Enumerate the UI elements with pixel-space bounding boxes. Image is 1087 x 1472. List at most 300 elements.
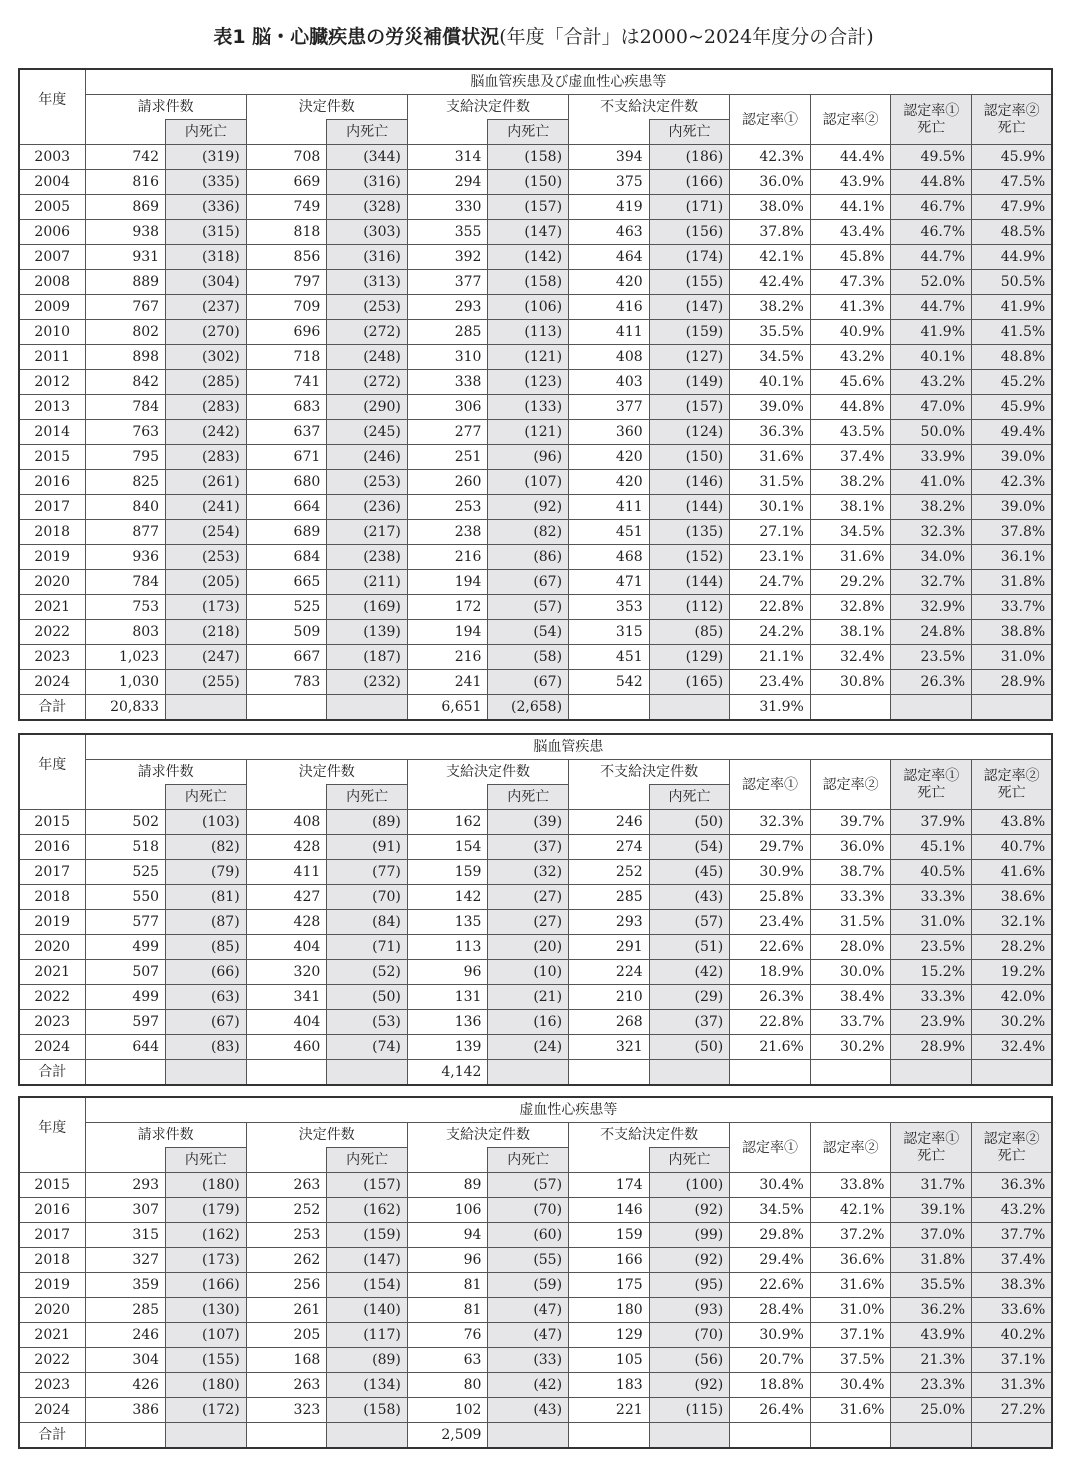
cell-unpaid: 268	[569, 1010, 650, 1035]
cell-unpaid: 180	[569, 1298, 650, 1323]
cell-rate2	[810, 1060, 891, 1086]
header-of-death: 内死亡	[327, 785, 408, 810]
cell-year: 2015	[19, 445, 85, 470]
cell-paid: 63	[407, 1348, 488, 1373]
cell-unpaid: 542	[569, 670, 650, 695]
cell-decisions-death: (232)	[327, 670, 408, 695]
cell-paid-death: (70)	[488, 1198, 569, 1223]
cell-rate2-death: 40.2%	[972, 1323, 1053, 1348]
cell-rate2-death: 44.9%	[972, 245, 1053, 270]
header-decisions: 決定件数	[246, 760, 407, 785]
table-row	[19, 545, 1052, 570]
cell-claims: 246	[85, 1323, 166, 1348]
cell-paid: 253	[407, 495, 488, 520]
cell-rate2-death: 39.0%	[972, 445, 1053, 470]
cell-rate2: 31.5%	[810, 910, 891, 935]
header-rate2-death	[972, 760, 1053, 810]
cell-paid-death: (133)	[488, 395, 569, 420]
cell-decisions: 783	[246, 670, 327, 695]
cell-claims: 816	[85, 170, 166, 195]
cell-decisions-death: (217)	[327, 520, 408, 545]
cell-unpaid: 129	[569, 1323, 650, 1348]
cell-paid-death: (20)	[488, 935, 569, 960]
cell-claims-death: (242)	[166, 420, 247, 445]
cell-decisions-death: (147)	[327, 1248, 408, 1273]
cell-decisions-death: (139)	[327, 620, 408, 645]
cell-paid-death: (82)	[488, 520, 569, 545]
cell-claims-death: (67)	[166, 1010, 247, 1035]
cell-paid: 194	[407, 620, 488, 645]
cell-decisions: 749	[246, 195, 327, 220]
cell-decisions: 404	[246, 1010, 327, 1035]
cell-decisions-death: (316)	[327, 245, 408, 270]
cell-unpaid: 224	[569, 960, 650, 985]
cell-paid-death: (57)	[488, 1173, 569, 1198]
cell-unpaid: 159	[569, 1223, 650, 1248]
cell-decisions: 709	[246, 295, 327, 320]
cell-claims-death: (79)	[166, 860, 247, 885]
cell-paid: 80	[407, 1373, 488, 1398]
cell-paid: 81	[407, 1273, 488, 1298]
cell-unpaid: 408	[569, 345, 650, 370]
cell-rate2-death: 43.8%	[972, 810, 1053, 835]
cell-claims: 359	[85, 1273, 166, 1298]
cell-paid-death: (60)	[488, 1223, 569, 1248]
cell-claims-death: (255)	[166, 670, 247, 695]
cell-decisions: 411	[246, 860, 327, 885]
table-row	[19, 935, 1052, 960]
cell-rate2-death: 45.9%	[972, 145, 1053, 170]
cell-rate2-death: 19.2%	[972, 960, 1053, 985]
total-row	[19, 695, 1052, 721]
cell-rate1-death: 31.8%	[891, 1248, 972, 1273]
cell-rate2-death: 28.9%	[972, 670, 1053, 695]
cell-rate1: 42.3%	[730, 145, 811, 170]
cell-rate1-death: 33.3%	[891, 985, 972, 1010]
table-row	[19, 1035, 1052, 1060]
cell-unpaid: 291	[569, 935, 650, 960]
cell-claims-death: (180)	[166, 1373, 247, 1398]
header-blank	[569, 120, 650, 145]
header-year: 年度	[19, 1097, 85, 1173]
header-rate2-death-line1: 認定率②	[983, 1130, 1040, 1147]
header-decisions: 決定件数	[246, 95, 407, 120]
cell-year: 2008	[19, 270, 85, 295]
cell-decisions: 263	[246, 1373, 327, 1398]
table-row	[19, 670, 1052, 695]
cell-paid-death: (67)	[488, 570, 569, 595]
cell-rate1: 37.8%	[730, 220, 811, 245]
cell-claims: 877	[85, 520, 166, 545]
cell-claims: 550	[85, 885, 166, 910]
header-of-death: 内死亡	[649, 1148, 730, 1173]
cell-decisions-death: (70)	[327, 885, 408, 910]
header-claims: 請求件数	[85, 1123, 246, 1148]
cell-decisions: 253	[246, 1223, 327, 1248]
cell-paid-death: (57)	[488, 595, 569, 620]
cell-paid-death: (10)	[488, 960, 569, 985]
cell-claims: 767	[85, 295, 166, 320]
cell-rate1-death: 46.7%	[891, 195, 972, 220]
cell-rate1: 18.9%	[730, 960, 811, 985]
cell-unpaid-death: (45)	[649, 860, 730, 885]
header-unpaid: 不支給決定件数	[569, 760, 730, 785]
cell-decisions: 168	[246, 1348, 327, 1373]
cell-claims-death: (82)	[166, 835, 247, 860]
cell-rate2: 38.1%	[810, 620, 891, 645]
cell-unpaid-death: (165)	[649, 670, 730, 695]
cell-paid-death: (27)	[488, 910, 569, 935]
cell-rate1: 24.2%	[730, 620, 811, 645]
cell-rate1-death	[891, 1423, 972, 1449]
cell-decisions: 741	[246, 370, 327, 395]
cell-rate1-death: 37.0%	[891, 1223, 972, 1248]
cell-year: 合計	[19, 1423, 85, 1449]
cell-rate1-death: 44.8%	[891, 170, 972, 195]
cell-paid-death	[488, 1060, 569, 1086]
cell-rate1-death: 15.2%	[891, 960, 972, 985]
cell-rate2: 32.8%	[810, 595, 891, 620]
header-rate1-death-line2: 死亡	[917, 119, 946, 136]
cell-decisions: 341	[246, 985, 327, 1010]
cell-rate1-death: 33.9%	[891, 445, 972, 470]
cell-rate1-death: 32.9%	[891, 595, 972, 620]
cell-decisions-death: (53)	[327, 1010, 408, 1035]
cell-rate2: 31.6%	[810, 1398, 891, 1423]
cell-decisions: 323	[246, 1398, 327, 1423]
cell-decisions-death: (159)	[327, 1223, 408, 1248]
cell-year: 2004	[19, 170, 85, 195]
cell-rate2: 30.0%	[810, 960, 891, 985]
header-rate2-death	[972, 1123, 1053, 1173]
cell-decisions-death: (52)	[327, 960, 408, 985]
cell-year: 2021	[19, 960, 85, 985]
cell-unpaid: 183	[569, 1373, 650, 1398]
cell-paid-death: (24)	[488, 1035, 569, 1060]
table-row	[19, 960, 1052, 985]
cell-unpaid-death: (147)	[649, 295, 730, 320]
cell-rate2-death: 41.9%	[972, 295, 1053, 320]
cell-claims: 644	[85, 1035, 166, 1060]
cell-claims-death: (304)	[166, 270, 247, 295]
cell-unpaid-death: (99)	[649, 1223, 730, 1248]
cell-claims-death: (270)	[166, 320, 247, 345]
cell-rate2-death: 45.2%	[972, 370, 1053, 395]
table-row	[19, 860, 1052, 885]
table-row	[19, 145, 1052, 170]
cell-paid: 238	[407, 520, 488, 545]
header-group-title: 脳血管疾患及び虚血性心疾患等	[85, 69, 1052, 95]
header-of-death: 内死亡	[166, 1148, 247, 1173]
total-row	[19, 1060, 1052, 1086]
cell-paid-death: (96)	[488, 445, 569, 470]
cell-rate2: 36.0%	[810, 835, 891, 860]
cell-rate1: 22.6%	[730, 935, 811, 960]
cell-paid: 285	[407, 320, 488, 345]
cell-decisions-death: (157)	[327, 1173, 408, 1198]
cell-decisions-death: (154)	[327, 1273, 408, 1298]
cell-decisions-death: (272)	[327, 370, 408, 395]
cell-unpaid-death	[649, 695, 730, 721]
cell-rate1: 29.7%	[730, 835, 811, 860]
cell-rate2: 43.4%	[810, 220, 891, 245]
cell-decisions-death: (272)	[327, 320, 408, 345]
cell-claims-death: (315)	[166, 220, 247, 245]
cell-year: 2016	[19, 835, 85, 860]
cell-paid: 2,509	[407, 1423, 488, 1449]
cell-unpaid-death: (115)	[649, 1398, 730, 1423]
table-row	[19, 810, 1052, 835]
cell-paid: 81	[407, 1298, 488, 1323]
cell-unpaid-death: (100)	[649, 1173, 730, 1198]
header-blank	[407, 120, 488, 145]
cell-rate2-death: 36.1%	[972, 545, 1053, 570]
cell-paid-death: (42)	[488, 1373, 569, 1398]
cell-decisions: 262	[246, 1248, 327, 1273]
cell-rate2: 38.7%	[810, 860, 891, 885]
cell-decisions: 667	[246, 645, 327, 670]
cell-claims-death: (83)	[166, 1035, 247, 1060]
header-rate2-death-line2: 死亡	[997, 1147, 1026, 1164]
cell-paid: 377	[407, 270, 488, 295]
cell-decisions-death: (158)	[327, 1398, 408, 1423]
cell-claims: 507	[85, 960, 166, 985]
cell-paid: 172	[407, 595, 488, 620]
cell-claims: 304	[85, 1348, 166, 1373]
header-claims: 請求件数	[85, 95, 246, 120]
cell-decisions: 427	[246, 885, 327, 910]
cell-year: 2016	[19, 1198, 85, 1223]
header-of-death: 内死亡	[488, 120, 569, 145]
table-row	[19, 620, 1052, 645]
cell-decisions-death: (328)	[327, 195, 408, 220]
cell-unpaid-death: (43)	[649, 885, 730, 910]
header-blank	[85, 1148, 166, 1173]
cell-claims-death: (179)	[166, 1198, 247, 1223]
cell-unpaid: 420	[569, 445, 650, 470]
cell-rate1-death: 23.3%	[891, 1373, 972, 1398]
cell-rate1: 28.4%	[730, 1298, 811, 1323]
cell-rate2-death: 47.9%	[972, 195, 1053, 220]
cell-decisions-death: (169)	[327, 595, 408, 620]
cell-paid-death: (121)	[488, 420, 569, 445]
cell-decisions-death: (89)	[327, 810, 408, 835]
cell-paid: 355	[407, 220, 488, 245]
table-row	[19, 835, 1052, 860]
cell-rate1	[730, 1060, 811, 1086]
cell-rate1: 23.4%	[730, 670, 811, 695]
cell-rate1-death: 43.9%	[891, 1323, 972, 1348]
cell-unpaid: 394	[569, 145, 650, 170]
cell-claims-death: (302)	[166, 345, 247, 370]
header-blank	[569, 785, 650, 810]
cell-rate2: 44.4%	[810, 145, 891, 170]
cell-rate2-death: 48.5%	[972, 220, 1053, 245]
cell-paid: 251	[407, 445, 488, 470]
cell-year: 2016	[19, 470, 85, 495]
cell-claims: 898	[85, 345, 166, 370]
cell-decisions-death: (236)	[327, 495, 408, 520]
header-rate1-death-line2: 死亡	[917, 784, 946, 801]
cell-decisions: 428	[246, 835, 327, 860]
cell-decisions-death: (211)	[327, 570, 408, 595]
table-cerebrovascular	[18, 733, 1053, 1086]
header-rate1-death-line1: 認定率①	[903, 767, 960, 784]
cell-rate1-death: 23.5%	[891, 935, 972, 960]
header-paid: 支給決定件数	[407, 95, 568, 120]
cell-rate1	[730, 1423, 811, 1449]
cell-decisions: 256	[246, 1273, 327, 1298]
cell-rate1: 39.0%	[730, 395, 811, 420]
cell-rate2: 37.4%	[810, 445, 891, 470]
cell-year: 2017	[19, 1223, 85, 1248]
cell-rate2-death: 28.2%	[972, 935, 1053, 960]
cell-rate1-death: 26.3%	[891, 670, 972, 695]
cell-decisions: 818	[246, 220, 327, 245]
cell-unpaid	[569, 1060, 650, 1086]
cell-rate2-death: 50.5%	[972, 270, 1053, 295]
cell-paid: 136	[407, 1010, 488, 1035]
cell-rate2	[810, 1423, 891, 1449]
cell-unpaid: 246	[569, 810, 650, 835]
cell-paid-death: (21)	[488, 985, 569, 1010]
header-row-columns	[19, 760, 1052, 785]
cell-unpaid-death: (56)	[649, 1348, 730, 1373]
cell-rate2: 36.6%	[810, 1248, 891, 1273]
cell-claims-death: (241)	[166, 495, 247, 520]
cell-decisions: 683	[246, 395, 327, 420]
cell-rate2: 30.2%	[810, 1035, 891, 1060]
header-of-death: 内死亡	[488, 785, 569, 810]
cell-claims: 889	[85, 270, 166, 295]
table-row	[19, 1173, 1052, 1198]
header-rate1: 認定率①	[730, 95, 811, 145]
cell-decisions-death: (187)	[327, 645, 408, 670]
cell-unpaid: 403	[569, 370, 650, 395]
cell-paid-death: (58)	[488, 645, 569, 670]
cell-rate2-death: 36.3%	[972, 1173, 1053, 1198]
cell-paid-death: (47)	[488, 1323, 569, 1348]
cell-rate2: 34.5%	[810, 520, 891, 545]
cell-rate1: 34.5%	[730, 345, 811, 370]
cell-unpaid: 210	[569, 985, 650, 1010]
cell-unpaid: 146	[569, 1198, 650, 1223]
cell-claims: 802	[85, 320, 166, 345]
cell-paid-death: (150)	[488, 170, 569, 195]
cell-unpaid: 411	[569, 320, 650, 345]
cell-year: 2023	[19, 645, 85, 670]
header-paid: 支給決定件数	[407, 1123, 568, 1148]
cell-paid-death: (2,658)	[488, 695, 569, 721]
cell-paid-death: (158)	[488, 270, 569, 295]
cell-unpaid-death: (95)	[649, 1273, 730, 1298]
cell-claims-death: (247)	[166, 645, 247, 670]
cell-decisions-death: (253)	[327, 295, 408, 320]
cell-unpaid-death: (129)	[649, 645, 730, 670]
cell-paid-death: (32)	[488, 860, 569, 885]
cell-claims: 784	[85, 570, 166, 595]
cell-claims-death: (162)	[166, 1223, 247, 1248]
cell-rate1: 27.1%	[730, 520, 811, 545]
cell-paid-death: (16)	[488, 1010, 569, 1035]
cell-year: 2021	[19, 595, 85, 620]
cell-year: 2017	[19, 860, 85, 885]
cell-rate1-death: 33.3%	[891, 885, 972, 910]
cell-unpaid-death: (70)	[649, 1323, 730, 1348]
cell-paid: 310	[407, 345, 488, 370]
header-row-columns	[19, 1123, 1052, 1148]
header-rate2-death-line1: 認定率②	[983, 102, 1040, 119]
cell-paid: 159	[407, 860, 488, 885]
table-row	[19, 370, 1052, 395]
cell-rate2-death: 30.2%	[972, 1010, 1053, 1035]
cell-decisions: 689	[246, 520, 327, 545]
cell-decisions: 205	[246, 1323, 327, 1348]
header-group-title: 虚血性心疾患等	[85, 1097, 1052, 1123]
cell-year: 2017	[19, 495, 85, 520]
cell-decisions: 718	[246, 345, 327, 370]
cell-unpaid: 166	[569, 1248, 650, 1273]
cell-rate2: 32.4%	[810, 645, 891, 670]
cell-paid: 139	[407, 1035, 488, 1060]
cell-claims: 502	[85, 810, 166, 835]
cell-claims: 285	[85, 1298, 166, 1323]
cell-year: 2014	[19, 420, 85, 445]
cell-paid: 330	[407, 195, 488, 220]
cell-claims-death: (261)	[166, 470, 247, 495]
cell-claims: 842	[85, 370, 166, 395]
cell-claims: 499	[85, 985, 166, 1010]
cell-rate2: 31.6%	[810, 1273, 891, 1298]
cell-unpaid: 293	[569, 910, 650, 935]
cell-year: 2003	[19, 145, 85, 170]
cell-decisions-death: (71)	[327, 935, 408, 960]
cell-rate2: 30.4%	[810, 1373, 891, 1398]
cell-unpaid: 419	[569, 195, 650, 220]
cell-decisions: 509	[246, 620, 327, 645]
cell-claims: 518	[85, 835, 166, 860]
cell-unpaid-death: (112)	[649, 595, 730, 620]
cell-rate1: 30.1%	[730, 495, 811, 520]
header-of-death: 内死亡	[166, 120, 247, 145]
cell-year: 2022	[19, 985, 85, 1010]
cell-unpaid: 321	[569, 1035, 650, 1060]
cell-rate1-death: 44.7%	[891, 245, 972, 270]
table-row	[19, 270, 1052, 295]
cell-rate1: 38.2%	[730, 295, 811, 320]
cell-rate2: 41.3%	[810, 295, 891, 320]
cell-rate2-death: 37.4%	[972, 1248, 1053, 1273]
cell-decisions: 261	[246, 1298, 327, 1323]
table-row	[19, 495, 1052, 520]
cell-paid: 260	[407, 470, 488, 495]
cell-paid-death: (54)	[488, 620, 569, 645]
header-blank	[246, 1148, 327, 1173]
cell-unpaid: 252	[569, 860, 650, 885]
cell-rate1: 42.4%	[730, 270, 811, 295]
cell-rate2: 31.6%	[810, 545, 891, 570]
cell-claims-death: (335)	[166, 170, 247, 195]
cell-rate2: 47.3%	[810, 270, 891, 295]
table-row	[19, 1348, 1052, 1373]
cell-claims: 784	[85, 395, 166, 420]
cell-unpaid: 377	[569, 395, 650, 420]
cell-unpaid-death: (156)	[649, 220, 730, 245]
cell-rate1-death: 39.1%	[891, 1198, 972, 1223]
header-blank	[246, 785, 327, 810]
cell-unpaid-death: (85)	[649, 620, 730, 645]
cell-claims-death: (253)	[166, 545, 247, 570]
